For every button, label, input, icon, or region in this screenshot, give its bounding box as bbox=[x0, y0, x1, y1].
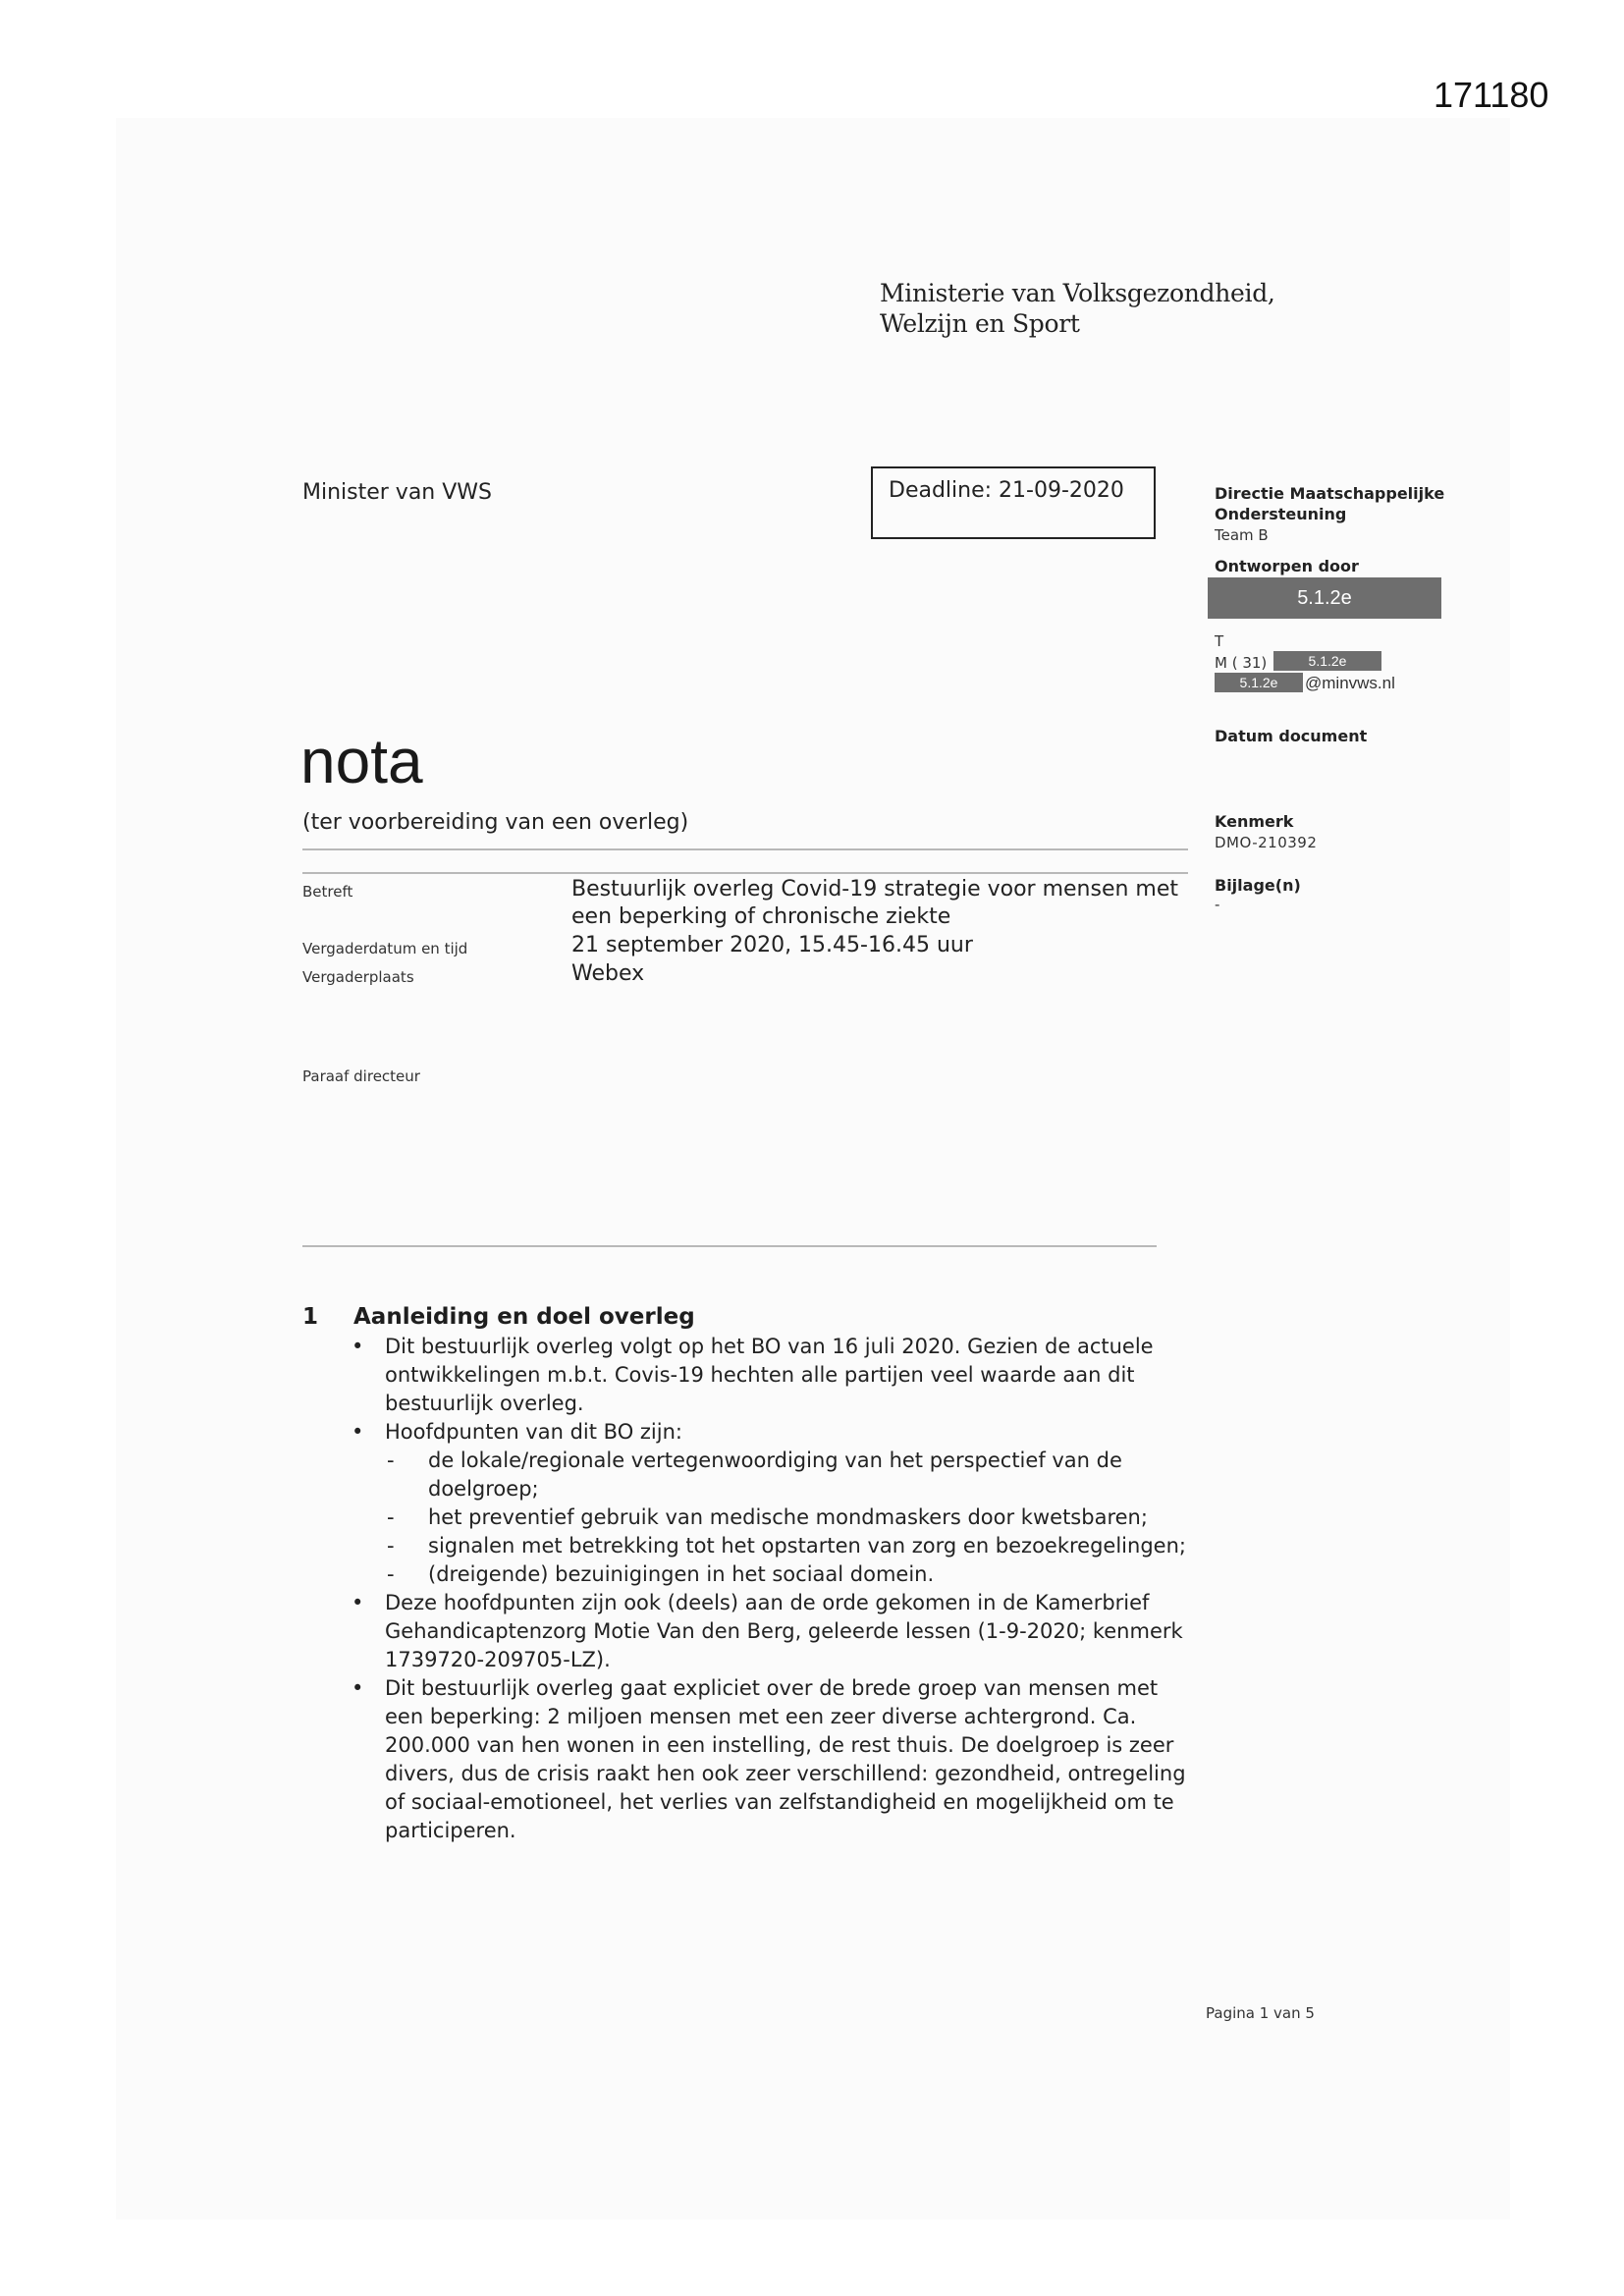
subject-label: Betreft bbox=[302, 883, 353, 901]
section-title: Aanleiding en doel overleg bbox=[353, 1304, 695, 1330]
subject-line-2: een beperking of chronische ziekte bbox=[571, 904, 951, 929]
scanned-page bbox=[116, 118, 1510, 2219]
sub-list-item: - signalen met betrekking tot het opstarten van zorg en bezoekregelingen; bbox=[352, 1532, 1196, 1560]
letterhead-line-1: Ministerie van Volksgezondheid, bbox=[880, 279, 1275, 307]
email-domain: @minvws.nl bbox=[1305, 674, 1395, 692]
reference-value: DMO-210392 bbox=[1215, 834, 1318, 851]
reference-label: Kenmerk bbox=[1215, 812, 1294, 831]
list-item: • Dit bestuurlijk overleg gaat expliciet over de brede groep van mensen met een beperking: 2 miljoen mensen met een zeer diverse achtergrond. Ca. 200.000 van hen wonen in een instelling, de rest thuis. De doelgroep is zeer divers, dus de crisis raakt hen ook zeer verschillend: gezondheid, ontregeling of sociaal-emotioneel, het verlies van zelfstandigheid en mogelijkheid om te participeren. bbox=[352, 1676, 1186, 1842]
phone-t-label: T bbox=[1215, 632, 1224, 650]
document-type: nota bbox=[300, 726, 423, 796]
document-subtitle: (ter voorbereiding van een overleg) bbox=[302, 810, 689, 835]
designed-by-redaction: 5.1.2e bbox=[1208, 577, 1441, 619]
bullet-icon: • bbox=[352, 1335, 364, 1358]
sub-list-item: - (dreigende) bezuinigingen in het sociaal domein. bbox=[352, 1560, 1196, 1589]
deadline-box bbox=[871, 466, 1156, 539]
subject-value bbox=[571, 876, 1178, 931]
letterhead-line-2: Welzijn en Sport bbox=[880, 309, 1080, 338]
sub-list-item: - het preventief gebruik van medische mondmaskers door kwetsbaren; bbox=[352, 1503, 1196, 1532]
divider-line bbox=[302, 872, 1188, 874]
list-item: • Hoofdpunten van dit BO zijn: bbox=[352, 1418, 1196, 1447]
recipient: Minister van VWS bbox=[302, 480, 493, 505]
list-item: • Dit bestuurlijk overleg volgt op het BO van 16 juli 2020. Gezien de actuele ontwikkelingen m.b.t. Covis-19 hechten alle partijen veel waarde aan dit bestuurlijk overleg. bbox=[352, 1335, 1154, 1415]
sub-list-item: - de lokale/regionale vertegenwoordiging van het perspectief van de doelgroep; bbox=[387, 1449, 1122, 1501]
bullet-icon: • bbox=[352, 1591, 364, 1614]
section-number: 1 bbox=[302, 1304, 319, 1330]
phone-m-label: M ( 31) bbox=[1215, 654, 1268, 672]
divider-line bbox=[302, 848, 1188, 850]
page-number: Pagina 1 van 5 bbox=[1206, 2004, 1315, 2022]
deadline-text: Deadline: 21-09-2020 bbox=[889, 478, 1124, 503]
ministry-letterhead bbox=[880, 278, 1275, 339]
divider-line bbox=[302, 1245, 1157, 1247]
designed-by-label: Ontworpen door bbox=[1215, 557, 1359, 575]
email-redaction: 5.1.2e bbox=[1215, 673, 1303, 692]
meeting-place-label: Vergaderplaats bbox=[302, 968, 414, 986]
meeting-datetime-label: Vergaderdatum en tijd bbox=[302, 940, 468, 957]
attachments-label: Bijlage(n) bbox=[1215, 876, 1301, 895]
bullet-icon: • bbox=[352, 1676, 364, 1700]
section-body bbox=[352, 1333, 1196, 1845]
department-line-2: Ondersteuning bbox=[1215, 505, 1347, 523]
team-name: Team B bbox=[1215, 526, 1269, 544]
director-initial-label: Paraaf directeur bbox=[302, 1067, 420, 1085]
subject-line-1: Bestuurlijk overleg Covid-19 strategie voor mensen met bbox=[571, 877, 1179, 902]
attachments-value: - bbox=[1215, 896, 1220, 913]
department-line-1: Directie Maatschappelijke bbox=[1215, 484, 1445, 503]
dash-icon: - bbox=[387, 1449, 395, 1472]
dash-icon: - bbox=[387, 1562, 395, 1586]
dash-icon: - bbox=[387, 1534, 395, 1558]
list-item: • Deze hoofdpunten zijn ook (deels) aan de orde gekomen in de Kamerbrief Gehandicaptenzorg Motie Van den Berg, geleerde lessen (1-9-2020; kenmerk 1739720-209705-LZ). bbox=[352, 1591, 1183, 1671]
meeting-datetime-value: 21 september 2020, 15.45-16.45 uur bbox=[571, 933, 973, 957]
document-number: 171180 bbox=[1434, 75, 1549, 115]
phone-redaction: 5.1.2e bbox=[1273, 651, 1381, 671]
date-label: Datum document bbox=[1215, 727, 1368, 745]
bullet-icon: • bbox=[352, 1420, 364, 1444]
dash-icon: - bbox=[387, 1505, 395, 1529]
meeting-place-value: Webex bbox=[571, 961, 645, 986]
